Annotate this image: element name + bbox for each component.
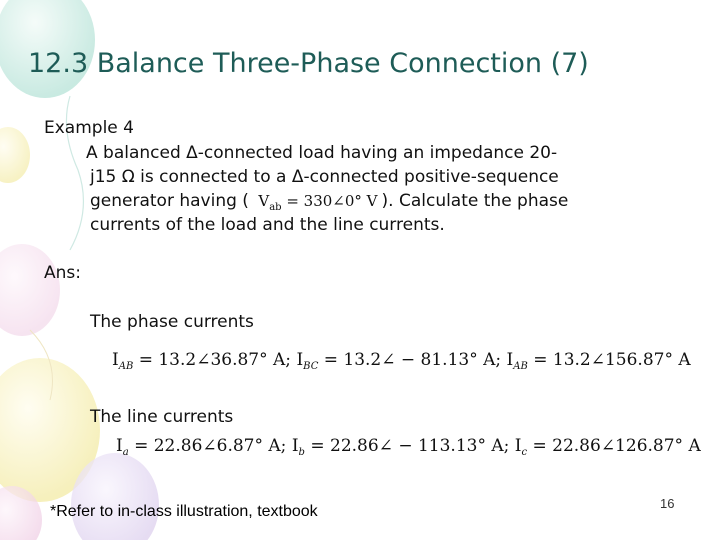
phase-i1-subscript: AB [118, 361, 134, 372]
line-i2-subscript: b [298, 447, 305, 458]
problem-line-3-before: generator having ( [90, 191, 249, 211]
phase-currents-heading: The phase currents [90, 312, 254, 332]
phase-i3-subscript: AB [513, 361, 528, 372]
problem-line-1: A balanced Δ-connected load having an impedance 20- [86, 143, 558, 163]
line-i3-value: = 22.86∠126.87° A [527, 436, 701, 456]
vab-value: = 330∠0° V [281, 192, 378, 210]
current-symbol: I [296, 350, 304, 370]
phase-i2-value: = 13.2∠ − 81.13° A; [318, 350, 507, 370]
problem-line-4: currents of the load and the line currents. [90, 215, 445, 235]
vab-subscript: ab [269, 202, 282, 213]
line-i2-value: = 22.86∠ − 113.13° A; [304, 436, 515, 456]
vab-symbol: V [258, 192, 270, 210]
example-label: Example 4 [44, 118, 134, 138]
page-number: 16 [660, 496, 675, 511]
line-i1-subscript: a [122, 447, 129, 458]
phase-i3-value: = 13.2∠156.87° A [527, 350, 691, 370]
phase-currents-equation [112, 350, 691, 372]
footnote: *Refer to in-class illustration, textbook [50, 503, 318, 520]
line-i3-subscript: c [521, 447, 528, 458]
current-symbol: I [506, 350, 514, 370]
vab-expression [254, 192, 381, 213]
phase-i1-value: = 13.2∠36.87° A; [133, 350, 297, 370]
problem-line-3-after: ). Calculate the phase [381, 191, 569, 211]
line-currents-heading: The line currents [90, 407, 234, 427]
current-symbol: I [291, 436, 299, 456]
problem-line-2: j15 Ω is connected to a Δ-connected positive-sequence [90, 167, 559, 187]
line-i1-value: = 22.86∠6.87° A; [128, 436, 292, 456]
line-currents-equation [116, 436, 701, 458]
current-symbol: I [112, 350, 119, 370]
phase-i2-subscript: BC [303, 361, 319, 372]
current-symbol: I [116, 436, 123, 456]
slide-title: 12.3 Balance Three-Phase Connection (7) [28, 48, 589, 79]
current-symbol: I [514, 436, 522, 456]
ans-label: Ans: [44, 263, 81, 283]
